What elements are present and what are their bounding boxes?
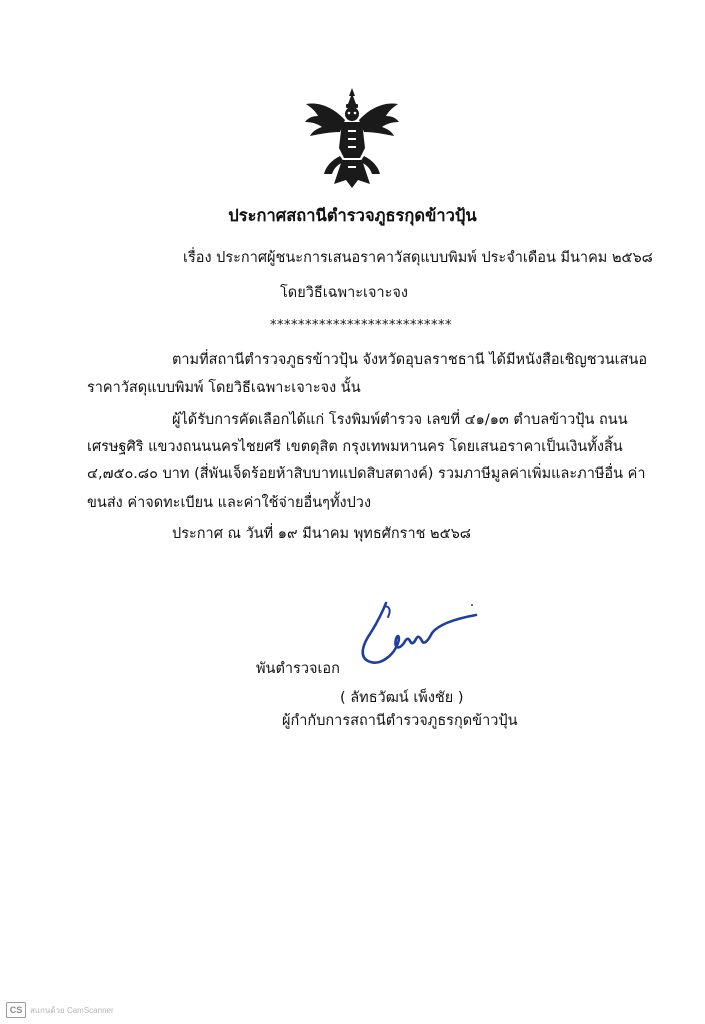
camscanner-watermark [6,1002,114,1018]
separator-line: ************************** [270,318,452,333]
paragraph-2-line-4: ขนส่ง ค่าจดทะเบียน และค่าใช้จ่ายอื่นๆทั้งปวง [87,495,372,511]
paragraph-1-line-1: ตามที่สถานีตำรวจภูธรข้าวปุ้น จังหวัดอุบลราชธานี ได้มีหนังสือเชิญชวนเสนอ [172,352,648,368]
camscanner-logo-icon: CS [6,1002,26,1018]
paragraph-2-line-3: ๔,๗๕๐.๘๐ บาท (สี่พันเจ็ดร้อยห้าสิบบาทแปดสิบสตางค์) รวมภาษีมูลค่าเพิ่มและภาษีอื่น ค่า [87,466,646,482]
document-subject: เรื่อง ประกาศผู้ชนะการเสนอราคาวัสดุแบบพิมพ์ ประจำเดือน มีนาคม ๒๕๖๘ [183,250,653,266]
signer-position: ผู้กำกับการสถานีตำรวจภูธรกุดข้าวปุ้น [282,713,518,729]
paragraph-1-line-2: ราคาวัสดุแบบพิมพ์ โดยวิธีเฉพาะเจาะจง นั้น [87,380,361,396]
garuda-emblem-icon [302,86,402,190]
paragraph-2-line-1: ผู้ได้รับการคัดเลือกได้แก่ โรงพิมพ์ตำรวจ เลขที่ ๔๑/๑๓ ตำบลข้าวปุ้น ถนน [172,412,628,428]
document-title: ประกาศสถานีตำรวจภูธรกุดข้าวปุ้น [228,206,477,225]
procurement-method: โดยวิธีเฉพาะเจาะจง [280,285,408,301]
paragraph-2-line-2: เศรษฐศิริ แขวงถนนนครไชยศรี เขตดุสิต กรุงเทพมหานคร โดยเสนอราคาเป็นเงินทั้งสิ้น [87,439,623,455]
handwritten-signature [354,595,480,675]
signer-name: ( ลัทธวัฒน์ เพ็งชัย ) [340,690,464,706]
signer-rank: พันตำรวจเอก [256,661,340,677]
camscanner-text: สแกนด้วย CamScanner [30,1005,114,1015]
announcement-date: ประกาศ ณ วันที่ ๑๙ มีนาคม พุทธศักราช ๒๕๖๘ [172,526,471,542]
